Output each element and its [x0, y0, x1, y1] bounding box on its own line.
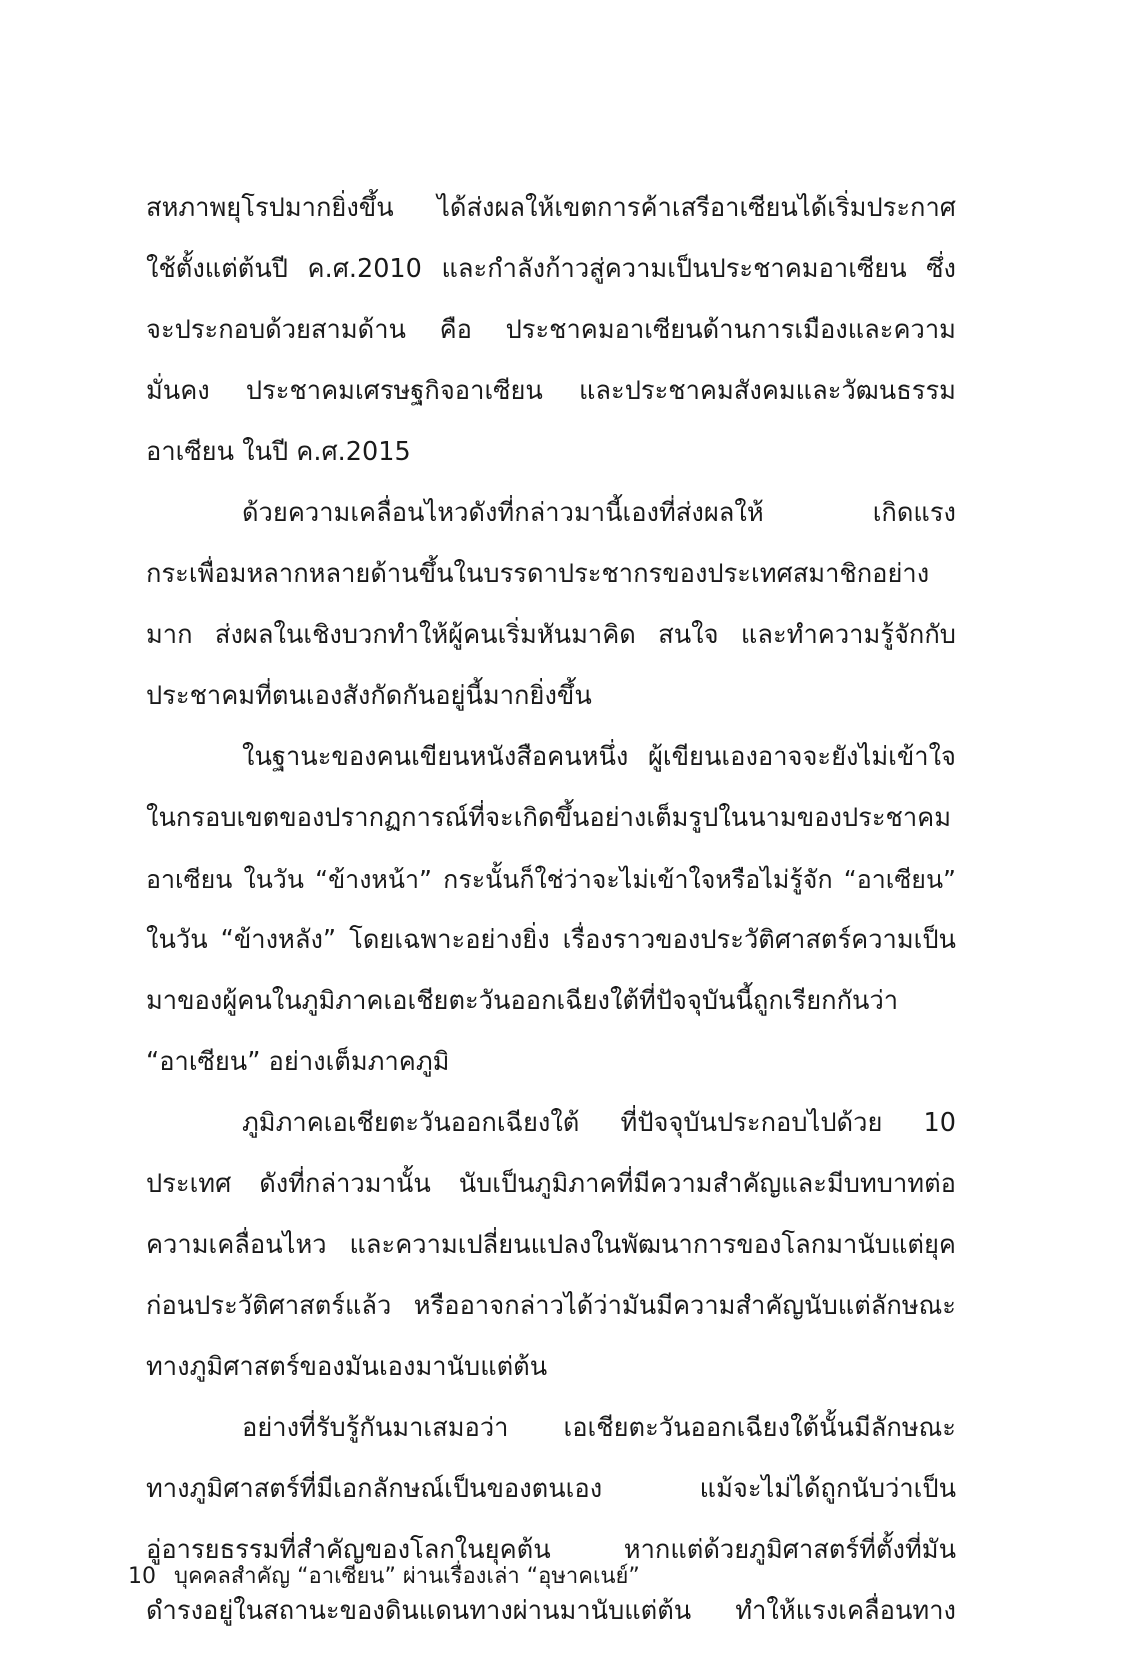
text-line: ประชาคมที่ตนเองสังกัดกันอยู่นี้มากยิ่งขึ้น — [146, 681, 592, 711]
text-line: ภูมิภาคเอเชียตะวันออกเฉียงใต้ ที่ปัจจุบันประกอบไปด้วย 10 — [242, 1108, 956, 1138]
page-footer — [128, 1557, 640, 1597]
text-line: มาก ส่งผลในเชิงบวกทำให้ผู้คนเริ่มหันมาคิด สนใจ และทำความรู้จักกับ — [146, 620, 956, 650]
text-line: ประเทศ ดังที่กล่าวมานั้น นับเป็นภูมิภาคที่มีความสำคัญและมีบทบาทต่อ — [146, 1169, 956, 1199]
running-title: บุคคลสำคัญ “อาเซียน” ผ่านเรื่องเล่า “อุษาคเนย์” — [174, 1564, 640, 1589]
text-line: ในกรอบเขตของปรากฏการณ์ที่จะเกิดขึ้นอย่างเต็มรูปในนามของประชาคม — [146, 803, 952, 833]
page-number: 10 — [128, 1564, 156, 1589]
text-line: มาของผู้คนในภูมิภาคเอเชียตะวันออกเฉียงใต้ที่ปัจจุบันนี้ถูกเรียกกันว่า — [146, 986, 899, 1016]
text-line: ทางภูมิศาสตร์ของมันเองมานับแต่ต้น — [146, 1352, 548, 1382]
text-line: ใช้ตั้งแต่ต้นปี ค.ศ.2010 และกำลังก้าวสู่ความเป็นประชาคมอาเซียน ซึ่ง — [146, 254, 956, 284]
text-line: ในวัน “ข้างหลัง” โดยเฉพาะอย่างยิ่ง เรื่องราวของประวัติศาสตร์ความเป็น — [146, 925, 956, 955]
text-line: อาเซียน ในปี ค.ศ.2015 — [146, 437, 411, 467]
body-text — [146, 178, 956, 1642]
paragraph-1 — [146, 178, 956, 483]
text-line: ความเคลื่อนไหว และความเปลี่ยนแปลงในพัฒนาการของโลกมานับแต่ยุค — [146, 1230, 956, 1260]
text-line: ก่อนประวัติศาสตร์แล้ว หรืออาจกล่าวได้ว่ามันมีความสำคัญนับแต่ลักษณะ — [146, 1291, 956, 1321]
text-line: ในฐานะของคนเขียนหนังสือคนหนึ่ง ผู้เขียนเองอาจจะยังไม่เข้าใจ — [242, 742, 956, 772]
text-line: กระเพื่อมหลากหลายด้านขึ้นในบรรดาประชากรของประเทศสมาชิกอย่าง — [146, 559, 930, 589]
paragraph-4 — [146, 1093, 956, 1398]
text-line: สหภาพยุโรปมากยิ่งขึ้น ได้ส่งผลให้เขตการค้าเสรีอาเซียนได้เริ่มประกาศ — [146, 193, 956, 223]
text-line: ด้วยความเคลื่อนไหวดังที่กล่าวมานี้เองที่ส่งผลให้ เกิดแรง — [242, 498, 956, 528]
text-line: อย่างที่รับรู้กันมาเสมอว่า เอเชียตะวันออกเฉียงใต้นั้นมีลักษณะ — [242, 1413, 956, 1443]
paragraph-5 — [146, 1398, 956, 1642]
paragraph-2 — [146, 483, 956, 727]
text-line: ทางภูมิศาสตร์ที่มีเอกลักษณ์เป็นของตนเอง แม้จะไม่ได้ถูกนับว่าเป็น — [146, 1474, 956, 1504]
text-line: “อาเซียน” อย่างเต็มภาคภูมิ — [146, 1047, 450, 1077]
text-line: อู่อารยธรรมที่สำคัญของโลกในยุคต้น หากแต่ด้วยภูมิศาสตร์ที่ตั้งที่มัน — [146, 1535, 956, 1565]
text-line: อาเซียน ในวัน “ข้างหน้า” กระนั้นก็ใช่ว่าจะไม่เข้าใจหรือไม่รู้จัก “อาเซียน” — [146, 865, 956, 894]
paragraph-3 — [146, 727, 956, 1093]
text-line: ดำรงอยู่ในสถานะของดินแดนทางผ่านมานับแต่ต้น ทำให้แรงเคลื่อนทาง — [146, 1596, 956, 1626]
text-line: มั่นคง ประชาคมเศรษฐกิจอาเซียน และประชาคมสังคมและวัฒนธรรม — [146, 376, 956, 406]
text-line: จะประกอบด้วยสามด้าน คือ ประชาคมอาเซียนด้านการเมืองและความ — [146, 315, 956, 345]
